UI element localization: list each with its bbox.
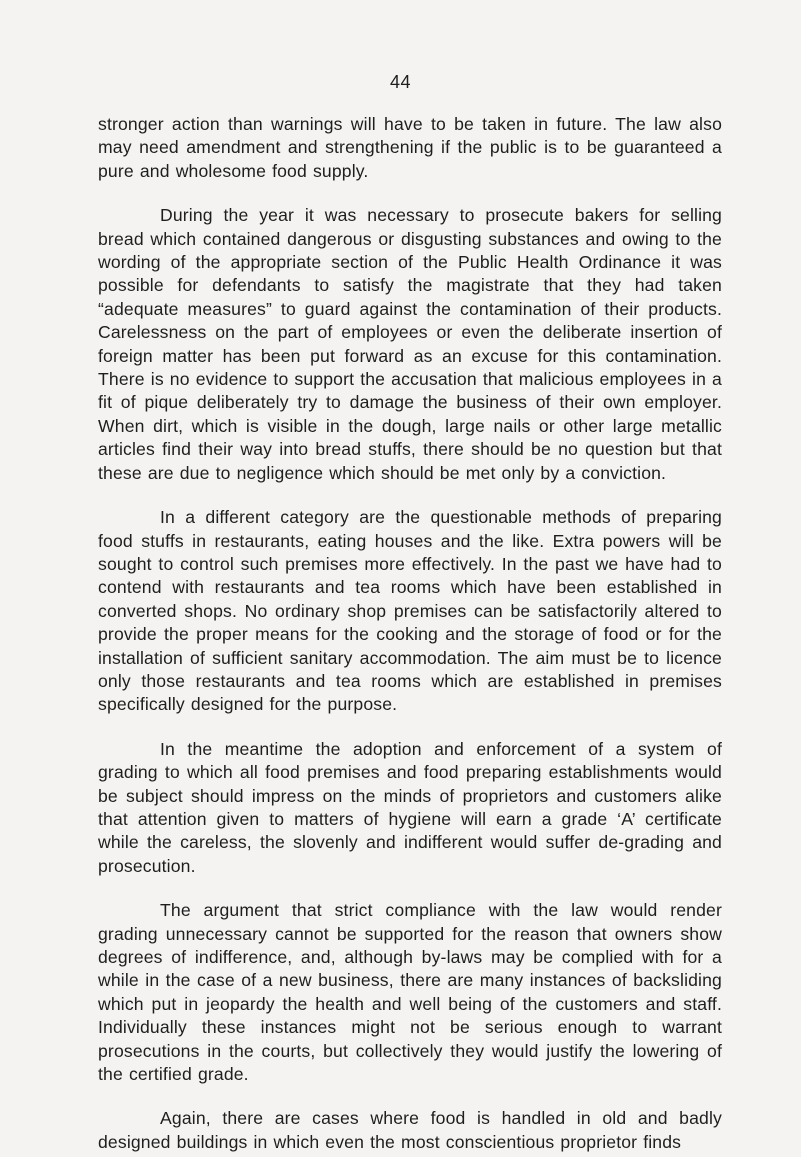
page-number: 44 (389, 72, 412, 92)
paragraph-continuation: stronger action than warnings will have to be taken in future. The law also may need amendment and strengthening if the public is to be guaranteed a pure and wholesome food supply. (98, 114, 722, 181)
body-text (98, 113, 722, 1154)
paragraph-bakers-prosecution: During the year it was necessary to prosecute bakers for selling bread which contained dangerous or disgusting substances and owing to the wording of the appropriate section of the Public Health Ordinance it was possible for defendants to satisfy the magistrate that they had taken “adequate measures” to guard against the contamination of their products. Carelessness on the part of employees or even the deliberate insertion of foreign matter has been put forward as an excuse for this contamination. There is no evidence to support the accusation that malicious employees in a fit of pique deliberately try to damage the business of their own employer. When dirt, which is visible in the dough, large nails or other large metallic articles find their way into bread stuffs, there should be no question but that these are due to negligence which should be met only by a conviction. (98, 205, 722, 483)
paragraph-compliance-argument: The argument that strict compliance with the law would render grading unnecessary cannot be supported for the reason that owners show degrees of indifference, and, although by-laws may be complied with for a while in the case of a new business, there are many instances of backsliding which put in jeopardy the health and well being of the customers and staff. Individually these instances might not be serious enough to warrant prosecutions in the courts, but collectively they would justify the lowering of the certified grade. (98, 900, 722, 1085)
paragraph-grading-system: In the meantime the adoption and enforcement of a system of grading to which all food premises and food preparing establishments would be subject should impress on the minds of proprietors and customers alike that attention given to matters of hygiene will earn a grade ‘A’ certificate while the careless, the slovenly and indifferent would suffer de-grading and prosecution. (98, 738, 722, 876)
paragraph-restaurants: In a different category are the questionable methods of preparing food stuffs in restaurants, eating houses and the like. Extra powers will be sought to control such premises more effectively. In the past we have had to contend with restaurants and tea rooms which have been established in converted shops. No ordinary shop premises can be satisfactorily altered to provide the proper means for the cooking and the storage of food or for the installation of sufficient sanitary accommodation. The aim must be to licence only those restaurants and tea rooms which are established in premises specifically designed for the purpose. (98, 507, 722, 715)
paragraph-old-buildings: Again, there are cases where food is handled in old and badly designed buildings in which even the most conscientious proprietor finds (98, 1108, 722, 1152)
